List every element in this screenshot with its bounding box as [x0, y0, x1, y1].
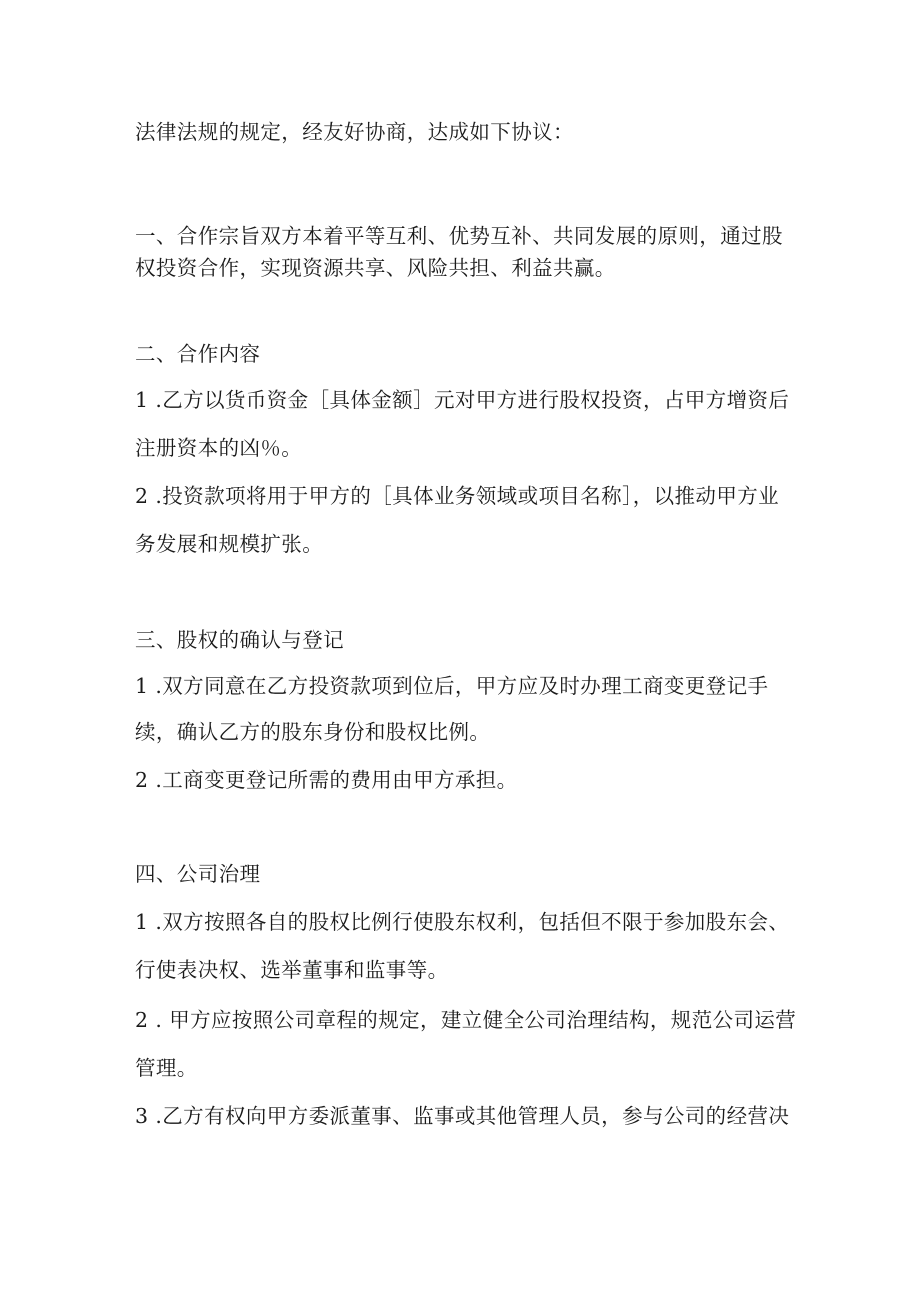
- section2-item2-line2: 务发展和规模扩张。: [135, 532, 324, 556]
- section2-item1-line1: 1 .乙方以货币资金［具体金额］元对甲方进行股权投资，占甲方增资后: [135, 388, 790, 412]
- section4-item2-line2: 管理。: [135, 1056, 198, 1080]
- section3-item2-line1: 2 .工商变更登记所需的费用由甲方承担。: [135, 768, 518, 792]
- section2-item1-line2: 注册资本的凶％。: [135, 436, 303, 460]
- section4-item1-line1: 1 .双方按照各自的股权比例行使股东权利，包括但不限于参加股东会、: [135, 910, 790, 934]
- section3-heading: 三、股权的确认与登记: [135, 628, 344, 652]
- section4-item2-line1: 2 . 甲方应按照公司章程的规定，建立健全公司治理结构，规范公司运营: [135, 1008, 797, 1032]
- section3-item1-line2: 续，确认乙方的股东身份和股权比例。: [135, 720, 491, 744]
- section3-item1-line1: 1 .双方同意在乙方投资款项到位后，甲方应及时办理工商变更登记手: [135, 674, 769, 698]
- section4-item1-line2: 行使表决权、选举董事和监事等。: [135, 958, 449, 982]
- section1-line2: 权投资合作，实现资源共享、风险共担、利益共赢。: [135, 256, 616, 280]
- section2-item2-line1: 2 .投资款项将用于甲方的［具体业务领域或项目名称］，以推动甲方业: [135, 484, 780, 508]
- section1-line1: 一、合作宗旨双方本着平等互利、优势互补、共同发展的原则，通过股: [135, 224, 783, 248]
- section4-item3-line1: 3 .乙方有权向甲方委派董事、监事或其他管理人员，参与公司的经营决: [135, 1104, 790, 1128]
- section4-heading: 四、公司治理: [135, 862, 261, 886]
- intro-text: 法律法规的规定，经友好协商，达成如下协议：: [135, 120, 574, 144]
- section2-heading: 二、合作内容: [135, 342, 261, 366]
